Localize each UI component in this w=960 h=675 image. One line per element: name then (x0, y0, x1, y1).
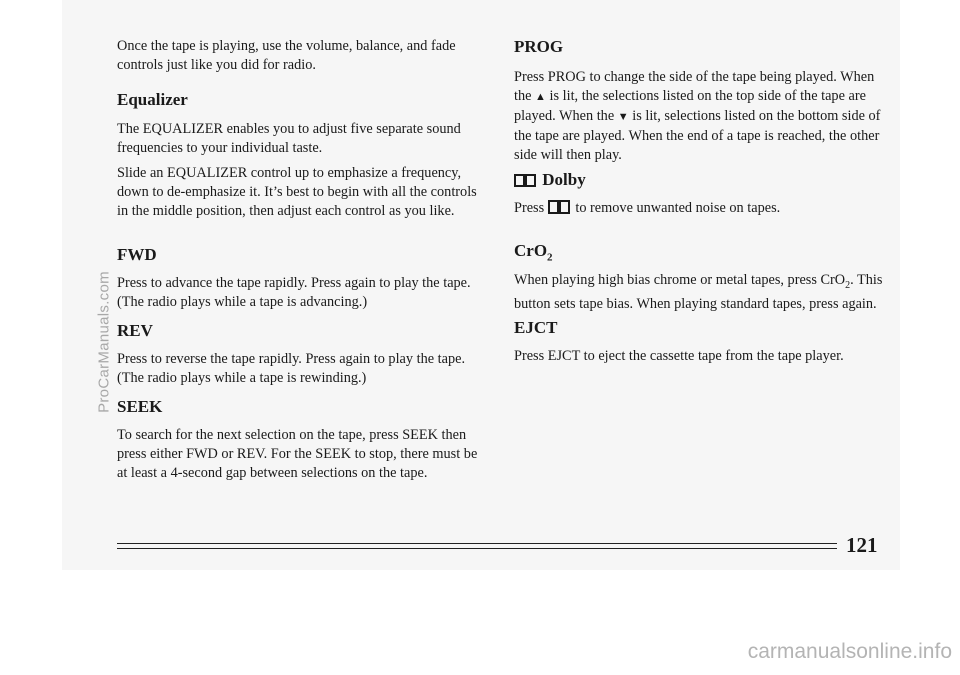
cro2-heading-main: CrO (514, 241, 548, 260)
equalizer-paragraph-2: Slide an EQUALIZER control up to emphasize a frequency, down to de-emphasize it. It’s best to begin with all the controls in the middle position, then adjust each control as you like. (117, 165, 477, 219)
ejct-body-block (514, 347, 886, 366)
dolby-section (514, 170, 886, 190)
rev-body-block (117, 350, 489, 388)
prog-text-b: is lit, the selections listed on the top side of the tape are played. When the (514, 88, 866, 124)
dolby-heading-line (514, 170, 886, 190)
seek-section (117, 397, 489, 417)
fwd-body-block (117, 274, 489, 312)
dolby-text-prefix: Press (514, 200, 545, 216)
cro2-heading (514, 241, 886, 267)
ejct-section (514, 318, 886, 338)
prog-heading: PROG (514, 37, 564, 56)
equalizer-heading: Equalizer (117, 90, 188, 109)
seek-paragraph: To search for the next selection on the tape, press SEEK then press either FWD or REV. For the SEEK to stop, there must be at least a 4-second gap between selections on the tape. (117, 427, 478, 481)
rev-heading: REV (117, 321, 153, 340)
equalizer-section (117, 90, 489, 110)
up-arrow-icon: ▲ (535, 91, 546, 103)
fwd-paragraph: Press to advance the tape rapidly. Press again to play the tape. (The radio plays while a tape is advancing.) (117, 275, 471, 310)
prog-paragraph (514, 68, 886, 165)
footer-rule-line-1 (117, 543, 837, 544)
ejct-heading: EJCT (514, 318, 558, 337)
footer-rule-line-2 (117, 548, 837, 549)
cro2-section (514, 241, 886, 267)
dolby-body-block (514, 199, 886, 218)
intro-block (117, 37, 489, 75)
equalizer-paragraph-1: The EQUALIZER enables you to adjust five separate sound frequencies to your individual taste. (117, 121, 461, 156)
cro2-text-b: . This button sets tape bias. When playing standard tapes, press again. (514, 272, 883, 312)
side-watermark-text: ProCarManuals.com (95, 271, 113, 413)
down-arrow-icon: ▼ (617, 111, 629, 123)
prog-text-a: Press PROG to change the side of the tape being played. When the (514, 69, 875, 104)
fwd-heading: FWD (117, 245, 157, 264)
seek-body-block (117, 426, 489, 483)
cro2-paragraph (514, 271, 886, 314)
intro-paragraph: Once the tape is playing, use the volume, balance, and fade controls just like you did for radio. (117, 38, 456, 73)
prog-text-c: is lit, selections listed on the bottom side of the tape are played. When the end of a tape is reached, the other side will then play. (514, 108, 881, 163)
cro2-heading-sub: 2 (547, 251, 553, 264)
dolby-text-suffix: to remove unwanted noise on tapes. (575, 200, 781, 216)
equalizer-p1-block (117, 120, 489, 158)
rev-paragraph: Press to reverse the tape rapidly. Press again to play the tape. (The radio plays while a tape is rewinding.) (117, 351, 466, 386)
prog-section (514, 37, 886, 57)
dolby-heading: Dolby (542, 170, 586, 189)
dolby-paragraph (514, 199, 886, 218)
cro2-body-block (514, 271, 886, 314)
bottom-watermark: carmanualsonline.info (747, 640, 952, 663)
ejct-paragraph: Press EJCT to eject the cassette tape from the tape player. (514, 348, 844, 364)
cro2-text-a: When playing high bias chrome or metal tapes, press CrO (514, 272, 846, 288)
cro2-text-sub: 2 (845, 279, 851, 291)
seek-heading: SEEK (117, 397, 163, 416)
rev-section (117, 321, 489, 341)
page-number: 121 (846, 533, 878, 557)
dolby-icon (548, 200, 570, 214)
prog-body-block (514, 68, 886, 165)
equalizer-p2-block (117, 164, 489, 221)
dolby-icon (514, 174, 536, 187)
fwd-section (117, 245, 489, 265)
